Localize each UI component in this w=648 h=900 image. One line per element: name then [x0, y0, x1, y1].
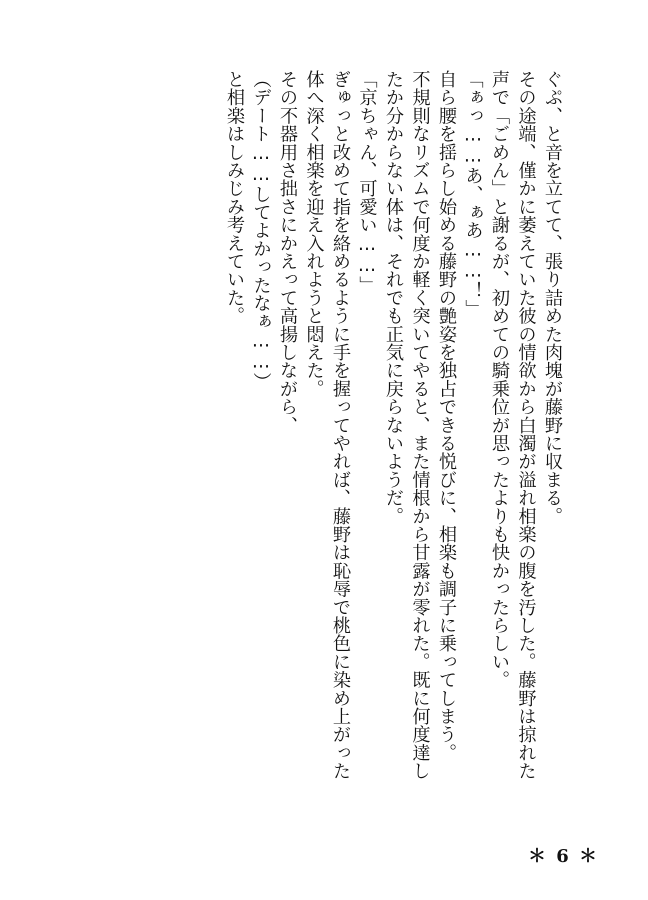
text-column-9: ぎゅっと改めて指を絡めるように手を握ってやれば、藤野は恥辱で桃色に染め上がった [330, 70, 351, 780]
text-column-12: （デート……してよかったなぁ……） [250, 70, 272, 391]
text-column-13: と相楽はしみじみ考えていた。 [224, 70, 245, 325]
text-column-8: 「京ちゃん、可愛い……」 [356, 70, 378, 294]
page-number: ＊ 6 ＊ [528, 846, 600, 867]
text-column-3: 声で「ごめん」と謝るが、初めての騎乗位が思ったよりも快かったらしい。 [489, 70, 510, 689]
text-column-10: 体へ深く相楽を迎え入れようと悶えた。 [303, 70, 325, 398]
text-column-5: 自ら腰を揺らし始める藤野の艶姿を独占できる悦びに、相楽も調子に乗ってしまう。 [436, 70, 457, 762]
text-column-11: その不器用さ拙さにかえって高揚しながら、 [277, 70, 298, 434]
text-column-1: ぐぷ、と音を立てて、張り詰めた肉塊が藤野に収まる。 [542, 70, 563, 525]
vertical-text-body [170, 70, 565, 830]
text-column-2: その途端、僅かに萎えていた彼の情欲から白濁が溢れ相楽の腹を汚した。藤野は掠れた [515, 70, 537, 780]
text-column-6: 不規則なリズムで何度か軽く突いてやると、また情根から甘露が零れた。既に何度達し [409, 70, 431, 780]
text-column-7: たか分からない体は、それでも正気に戻らないようだ。 [383, 70, 404, 525]
text-column-4: 「ぁっ……あ、ぁあ……！」 [462, 70, 484, 318]
